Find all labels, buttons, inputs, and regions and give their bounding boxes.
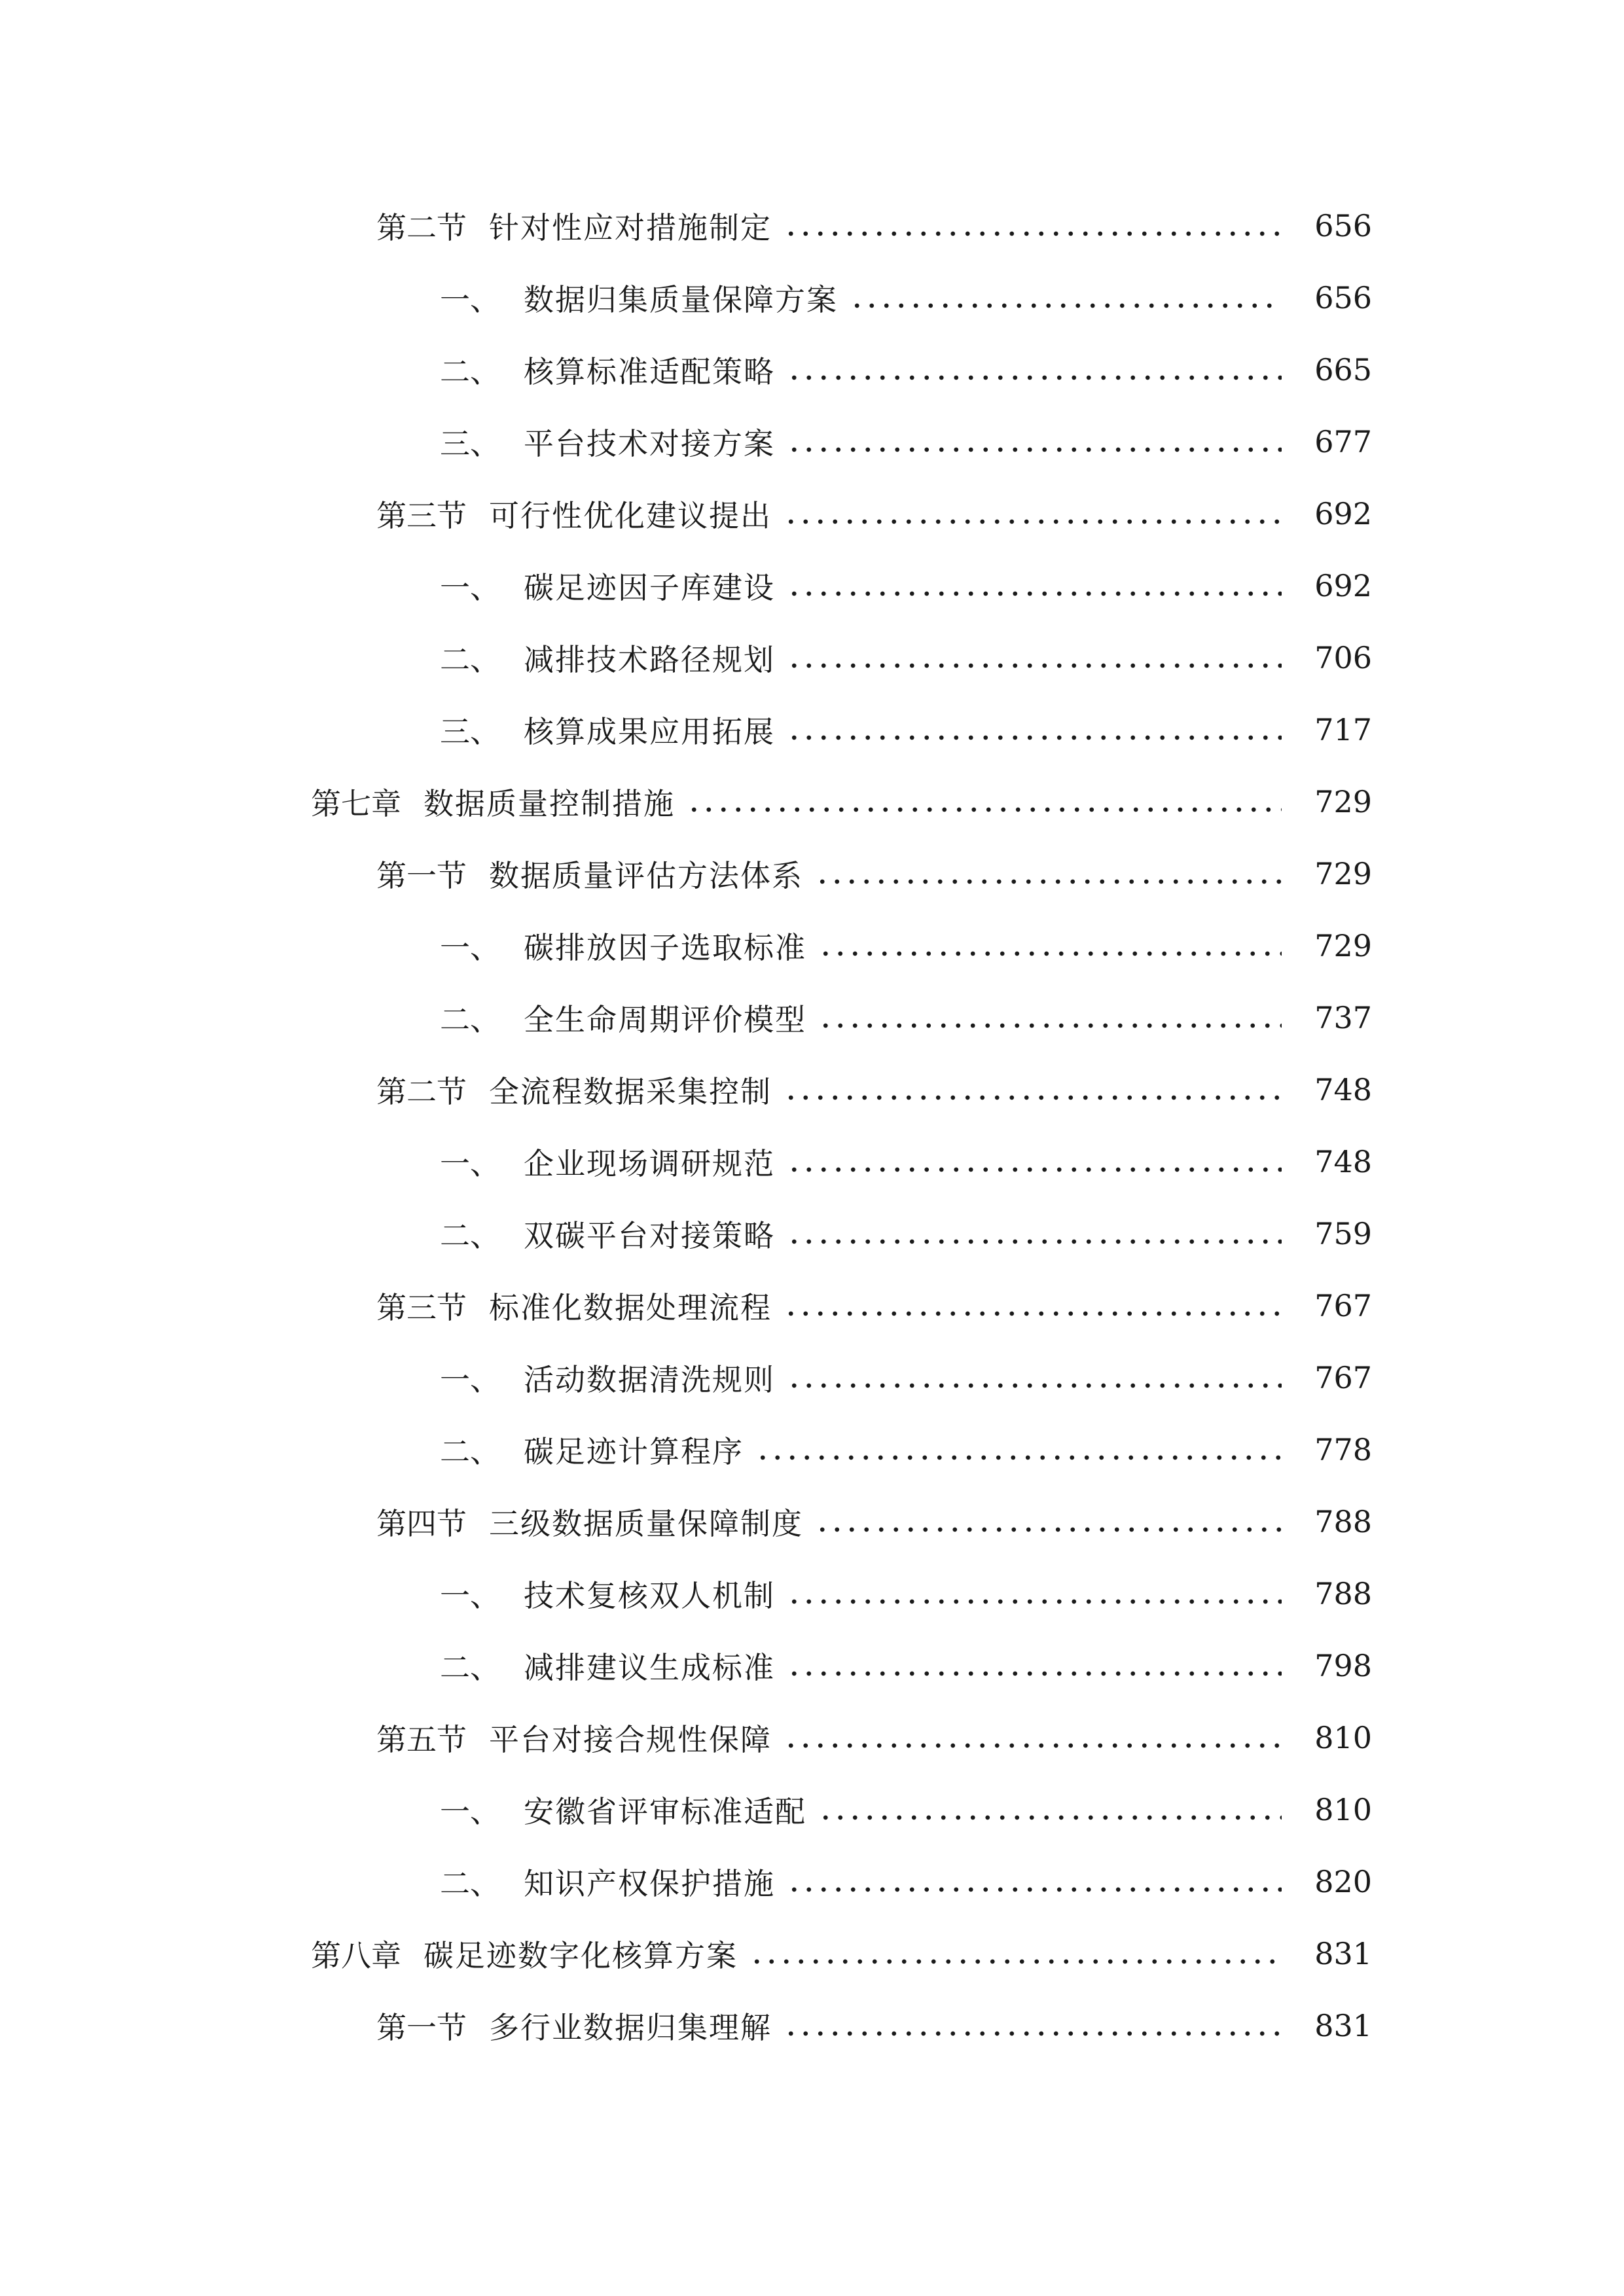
toc-title: 核算成果应用拓展 [524,714,775,749]
toc-entry-item[interactable] [0,1630,1624,1702]
toc-entry-item[interactable] [0,694,1624,766]
toc-page-number: 788 [1314,1504,1372,1539]
toc-page-number: 788 [1314,1576,1372,1611]
toc-title: 知识产权保护措施 [524,1866,775,1901]
toc-prefix: 第三节 [376,1290,467,1325]
toc-prefix: 第八章 [311,1938,401,1973]
toc-title: 全生命周期评价模型 [524,1002,806,1037]
toc-page-number: 656 [1314,208,1372,243]
toc-page-number: 729 [1314,856,1372,891]
dot-leader [784,1310,1282,1318]
toc-prefix: 第二节 [376,1074,467,1109]
dot-leader [850,302,1282,310]
toc-prefix: 三、 [440,426,500,461]
toc-prefix: 二、 [440,1650,500,1685]
toc-title: 数据质量控制措施 [424,786,675,821]
toc-prefix: 一、 [440,930,500,965]
toc-page-number: 692 [1314,496,1372,531]
toc-title: 多行业数据归集理解 [489,2010,772,2045]
toc-title: 双碳平台对接策略 [524,1218,775,1253]
toc-page-number: 798 [1314,1648,1372,1683]
toc-page-number: 748 [1314,1072,1372,1107]
dot-leader [787,662,1282,670]
toc-page-number: 729 [1314,784,1372,819]
dot-leader [815,878,1282,886]
toc-entry-section[interactable] [0,1702,1624,1774]
dot-leader [784,518,1282,526]
toc-prefix: 一、 [440,1578,500,1613]
toc-title: 活动数据清洗规则 [524,1362,775,1397]
toc-prefix: 二、 [440,642,500,677]
toc-entry-item[interactable] [0,1774,1624,1846]
toc-entry-item[interactable] [0,262,1624,334]
dot-leader [787,590,1282,598]
toc-entry-chapter[interactable] [0,766,1624,838]
toc-prefix: 第二节 [376,210,467,245]
toc-entry-item[interactable] [0,910,1624,982]
toc-entry-item[interactable] [0,406,1624,478]
toc-title: 针对性应对措施制定 [489,210,772,245]
dot-leader [787,1382,1282,1390]
toc-title: 全流程数据采集控制 [489,1074,772,1109]
toc-prefix: 一、 [440,1146,500,1181]
toc-page-number: 831 [1314,2008,1372,2043]
toc-prefix: 一、 [440,1794,500,1829]
toc-prefix: 第七章 [311,786,401,821]
toc-entry-section[interactable] [0,1270,1624,1342]
toc-prefix: 一、 [440,282,500,317]
dot-leader [755,1454,1282,1462]
dot-leader [787,1166,1282,1174]
toc-page-number: 810 [1314,1720,1372,1755]
toc-page-number: 656 [1314,280,1372,315]
toc-entry-item[interactable] [0,622,1624,694]
toc-entry-item[interactable] [0,1414,1624,1486]
toc-title: 碳足迹数字化核算方案 [424,1938,738,1973]
dot-leader [818,1814,1282,1821]
toc-page-number: 767 [1314,1288,1372,1323]
toc-page-number: 748 [1314,1144,1372,1179]
toc-entry-chapter[interactable] [0,1918,1624,1990]
toc-entry-section[interactable] [0,1990,1624,2062]
table-of-contents [0,190,1624,2062]
toc-prefix: 第三节 [376,498,467,533]
toc-entry-section[interactable] [0,478,1624,550]
toc-title: 数据质量评估方法体系 [489,858,803,893]
toc-prefix: 二、 [440,1218,500,1253]
dot-leader [687,806,1282,814]
toc-entry-item[interactable] [0,982,1624,1054]
dot-leader [818,1022,1282,1030]
dot-leader [787,1238,1282,1246]
toc-entry-item[interactable] [0,1558,1624,1630]
toc-page-number: 692 [1314,568,1372,603]
toc-entry-item[interactable] [0,1198,1624,1270]
toc-title: 标准化数据处理流程 [489,1290,772,1325]
toc-title: 碳足迹因子库建设 [524,570,775,605]
toc-page-number: 706 [1314,640,1372,675]
toc-title: 可行性优化建议提出 [489,498,772,533]
toc-title: 三级数据质量保障制度 [489,1506,803,1541]
toc-prefix: 二、 [440,1002,500,1037]
toc-entry-section[interactable] [0,190,1624,262]
toc-page-number: 767 [1314,1360,1372,1395]
toc-page-number: 729 [1314,928,1372,963]
toc-prefix: 第一节 [376,2010,467,2045]
toc-title: 减排建议生成标准 [524,1650,775,1685]
toc-prefix: 二、 [440,1434,500,1469]
toc-page-number: 759 [1314,1216,1372,1251]
dot-leader [815,1526,1282,1534]
toc-prefix: 二、 [440,354,500,389]
toc-title: 技术复核双人机制 [524,1578,775,1613]
toc-title: 核算标准适配策略 [524,354,775,389]
toc-entry-item[interactable] [0,334,1624,406]
dot-leader [787,1670,1282,1677]
dot-leader [784,1742,1282,1749]
toc-title: 安徽省评审标准适配 [524,1794,806,1829]
toc-entry-item[interactable] [0,1846,1624,1918]
toc-prefix: 二、 [440,1866,500,1901]
toc-page-number: 778 [1314,1432,1372,1467]
dot-leader [787,1886,1282,1893]
toc-title: 平台对接合规性保障 [489,1722,772,1757]
toc-title: 减排技术路径规划 [524,642,775,677]
dot-leader [787,734,1282,742]
toc-page-number: 737 [1314,1000,1372,1035]
dot-leader [784,2030,1282,2037]
toc-entry-item[interactable] [0,1342,1624,1414]
toc-page-number: 820 [1314,1864,1372,1899]
toc-prefix: 第一节 [376,858,467,893]
toc-entry-section[interactable] [0,838,1624,910]
toc-page-number: 717 [1314,712,1372,747]
toc-entry-item[interactable] [0,550,1624,622]
dot-leader [787,1598,1282,1605]
toc-page-number: 677 [1314,424,1372,459]
toc-title: 碳足迹计算程序 [524,1434,744,1469]
toc-prefix: 一、 [440,570,500,605]
dot-leader [787,374,1282,382]
dot-leader [818,950,1282,958]
dot-leader [784,230,1282,238]
toc-title: 平台技术对接方案 [524,426,775,461]
dot-leader [784,1094,1282,1102]
toc-prefix: 三、 [440,714,500,749]
toc-entry-section[interactable] [0,1486,1624,1558]
toc-entry-section[interactable] [0,1054,1624,1126]
toc-prefix: 第四节 [376,1506,467,1541]
toc-title: 碳排放因子选取标准 [524,930,806,965]
toc-prefix: 一、 [440,1362,500,1397]
toc-entry-item[interactable] [0,1126,1624,1198]
dot-leader [787,446,1282,454]
toc-page-number: 810 [1314,1792,1372,1827]
toc-prefix: 第五节 [376,1722,467,1757]
toc-title: 数据归集质量保障方案 [524,282,838,317]
toc-page-number: 831 [1314,1936,1372,1971]
dot-leader [749,1958,1282,1965]
toc-page-number: 665 [1314,352,1372,387]
toc-title: 企业现场调研规范 [524,1146,775,1181]
